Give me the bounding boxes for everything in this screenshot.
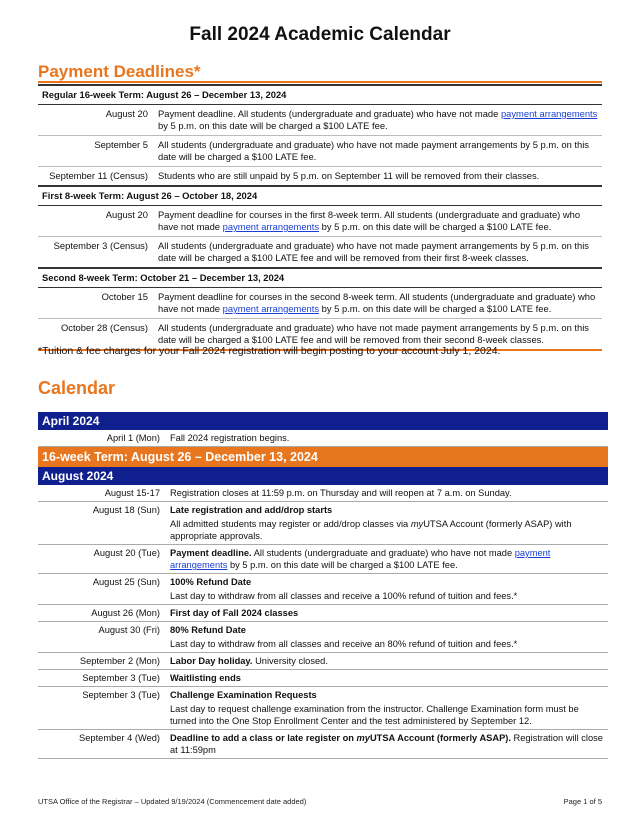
- event-text: Late registration and add/drop starts All admitted students may register or add/drop classes via myUTSA Account (formerly ASAP) with appropriate approvals.: [166, 502, 608, 545]
- group-header-first-8-week: First 8-week Term: August 26 – October 18, 2024: [38, 186, 602, 206]
- deadline-date: August 20: [38, 206, 154, 237]
- page-title: Fall 2024 Academic Calendar: [189, 24, 451, 45]
- table-row: [38, 502, 608, 545]
- deadline-date: September 5: [38, 136, 154, 167]
- table-row: [38, 237, 602, 269]
- deadline-date: October 15: [38, 288, 154, 319]
- deadline-date: August 20: [38, 105, 154, 136]
- group-header-second-8-week: Second 8-week Term: October 21 – December 13, 2024: [38, 268, 602, 288]
- group-header-regular: Regular 16-week Term: August 26 – December 13, 2024: [38, 85, 602, 105]
- table-row: [38, 136, 602, 167]
- table-row: [38, 653, 608, 670]
- deadline-text: All students (undergraduate and graduate) who have not made payment arrangements by 5 p.m. on this date will be charged a $100 LATE fee and will be removed from their first 8-week classes.: [154, 237, 602, 269]
- deadline-date: October 28 (Census): [38, 319, 154, 351]
- table-row: [38, 105, 602, 136]
- event-text: Waitlisting ends: [166, 670, 608, 687]
- table-row: [38, 167, 602, 187]
- event-date: September 3 (Tue): [38, 687, 166, 730]
- table-row: [38, 545, 608, 574]
- table-row: [38, 605, 608, 622]
- payment-deadlines-heading: Payment Deadlines*: [38, 62, 201, 81]
- deadline-text: All students (undergraduate and graduate) who have not made payment arrangements by 5 p.m. on this date will be charged a $100 LATE fee and will be removed from their second 8-week classes.: [154, 319, 602, 351]
- deadline-text: Students who are still unpaid by 5 p.m. on September 11 will be removed from their classes.: [154, 167, 602, 187]
- payment-arrangements-link[interactable]: payment arrangements: [500, 108, 598, 119]
- event-date: August 15-17: [38, 485, 166, 502]
- tuition-note: *Tuition & fee charges for your Fall 2024 registration will begin posting to your account July 1, 2024.: [38, 345, 501, 357]
- event-text: Deadline to add a class or late register on myUTSA Account (formerly ASAP). Registration will close at 11:59pm: [166, 730, 608, 759]
- event-text: Payment deadline. All students (undergraduate and graduate) who have not made payment arrangements by 5 p.m. on this date will be charged a $100 LATE fee.: [166, 545, 608, 574]
- month-band-april: April 2024: [38, 412, 608, 430]
- footer-updated-note: UTSA Office of the Registrar – Updated 9/19/2024 (Commencement date added): [38, 797, 307, 806]
- event-text: Labor Day holiday. University closed.: [166, 653, 608, 670]
- event-text: 80% Refund Date Last day to withdraw from all classes and receive an 80% refund of tuition and fees.*: [166, 622, 608, 653]
- event-text: Fall 2024 registration begins.: [166, 430, 608, 447]
- table-row: [38, 485, 608, 502]
- table-row: [38, 430, 608, 447]
- table-row: [38, 670, 608, 687]
- deadline-text: All students (undergraduate and graduate) who have not made payment arrangements by 5 p.m. on this date will be charged a $100 LATE fee.: [154, 136, 602, 167]
- deadline-text: Payment deadline for courses in the second 8-week term. All students (undergraduate and graduate) who have not made payment arrangements by 5 p.m. on this date will be charged a $100 LATE fee.: [154, 288, 602, 319]
- event-date: April 1 (Mon): [38, 430, 166, 447]
- payment-deadlines-table: [38, 84, 602, 351]
- deadline-text: Payment deadline for courses in the first 8-week term. All students (undergraduate and graduate) who have not made payment arrangements by 5 p.m. on this date will be charged a $100 LATE fee.: [154, 206, 602, 237]
- event-text: Challenge Examination Requests Last day to request challenge examination from the instructor. Challenge Examination form must be turned into the One Stop Enrollment Center and the test administered by September 12.: [166, 687, 608, 730]
- deadline-date: September 3 (Census): [38, 237, 154, 269]
- footer-page-number: Page 1 of 5: [563, 797, 602, 806]
- event-text: Registration closes at 11:59 p.m. on Thursday and will reopen at 7 a.m. on Sunday.: [166, 485, 608, 502]
- table-row: [38, 206, 602, 237]
- table-row: [38, 622, 608, 653]
- table-row: [38, 730, 608, 759]
- event-date: August 20 (Tue): [38, 545, 166, 574]
- event-date: September 2 (Mon): [38, 653, 166, 670]
- calendar-table: [38, 412, 608, 759]
- payment-arrangements-link[interactable]: payment arrangements: [170, 548, 551, 570]
- table-row: [38, 288, 602, 319]
- event-text: 100% Refund Date Last day to withdraw from all classes and receive a 100% refund of tuition and fees.*: [166, 574, 608, 605]
- month-band-august: August 2024: [38, 467, 608, 485]
- event-date: September 4 (Wed): [38, 730, 166, 759]
- event-date: August 18 (Sun): [38, 502, 166, 545]
- table-row: [38, 687, 608, 730]
- payment-arrangements-link[interactable]: payment arrangements: [222, 221, 320, 232]
- event-date: September 3 (Tue): [38, 670, 166, 687]
- deadline-text: Payment deadline. All students (undergraduate and graduate) who have not made payment arrangements by 5 p.m. on this date will be charged a $100 LATE fee.: [154, 105, 602, 136]
- event-date: August 26 (Mon): [38, 605, 166, 622]
- event-date: August 30 (Fri): [38, 622, 166, 653]
- payment-arrangements-link[interactable]: payment arrangements: [222, 303, 320, 314]
- deadline-date: September 11 (Census): [38, 167, 154, 187]
- calendar-heading: Calendar: [38, 378, 116, 398]
- event-text: First day of Fall 2024 classes: [166, 605, 608, 622]
- payment-heading-rule: [38, 81, 602, 83]
- event-date: August 25 (Sun): [38, 574, 166, 605]
- term-band-16-week: 16-week Term: August 26 – December 13, 2024: [38, 447, 608, 468]
- table-row: [38, 574, 608, 605]
